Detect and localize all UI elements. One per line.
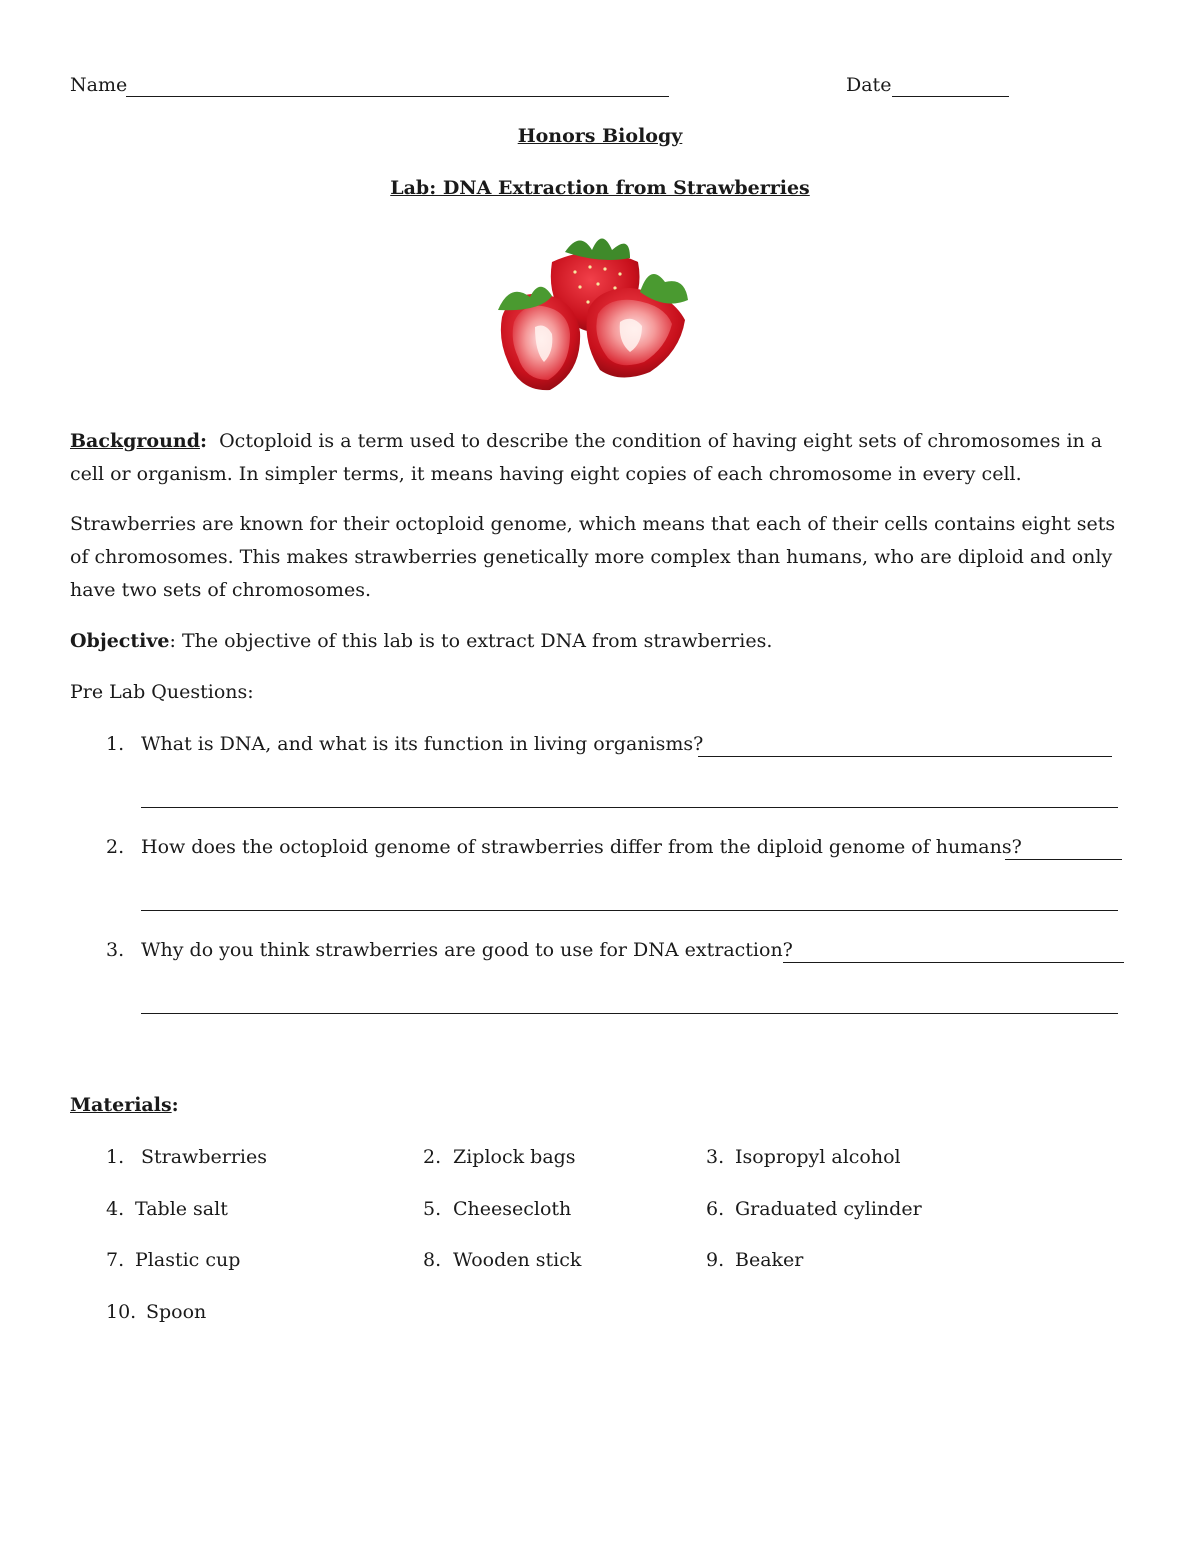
material-item xyxy=(423,1146,576,1168)
material-item xyxy=(706,1146,901,1168)
materials-heading xyxy=(70,1096,179,1115)
background-text-2: Strawberries are known for their octoploid genome, which means that each of their cells contains eight sets of chromosomes. This makes strawberries genetically more complex than humans, who are diploid and only have two sets of chromosomes. xyxy=(70,513,1116,601)
answer-line[interactable] xyxy=(141,910,1118,911)
material-item xyxy=(106,1301,206,1323)
question-number: 1. xyxy=(106,733,125,755)
material-number: 6. xyxy=(706,1198,725,1220)
answer-line[interactable] xyxy=(1005,859,1122,860)
material-name: Strawberries xyxy=(141,1146,267,1168)
material-number: 5. xyxy=(423,1198,442,1220)
materials-colon: : xyxy=(171,1094,179,1116)
material-number: 1. xyxy=(106,1146,125,1168)
material-number: 10. xyxy=(106,1301,137,1323)
material-number: 3. xyxy=(706,1146,725,1168)
question-number: 2. xyxy=(106,836,125,858)
lab-title: Lab: DNA Extraction from Strawberries xyxy=(390,177,810,199)
material-item xyxy=(106,1198,228,1220)
material-item xyxy=(423,1249,581,1271)
question-number: 3. xyxy=(106,939,125,961)
material-name: Wooden stick xyxy=(453,1249,582,1271)
date-label: Date xyxy=(846,74,892,96)
material-number: 8. xyxy=(423,1249,442,1271)
answer-line[interactable] xyxy=(783,962,1124,963)
name-label: Name xyxy=(70,74,128,96)
date-field[interactable] xyxy=(892,96,1009,97)
material-item xyxy=(423,1198,571,1220)
material-name: Spoon xyxy=(146,1301,207,1323)
material-number: 4. xyxy=(106,1198,125,1220)
name-field[interactable] xyxy=(126,96,669,97)
material-name: Graduated cylinder xyxy=(735,1198,922,1220)
question-text: What is DNA, and what is its function in living organisms? xyxy=(141,733,704,755)
strawberries-image xyxy=(480,222,700,397)
background-colon: : xyxy=(200,430,208,452)
material-item xyxy=(706,1198,922,1220)
material-name: Beaker xyxy=(735,1249,804,1271)
objective-label: Objective xyxy=(70,630,170,652)
material-item xyxy=(106,1249,240,1271)
material-name: Isopropyl alcohol xyxy=(735,1146,901,1168)
material-name: Table salt xyxy=(135,1198,228,1220)
material-number: 9. xyxy=(706,1249,725,1271)
material-number: 2. xyxy=(423,1146,442,1168)
material-name: Plastic cup xyxy=(135,1249,241,1271)
background-paragraph xyxy=(70,425,1130,491)
answer-line[interactable] xyxy=(698,756,1112,757)
objective-text: : The objective of this lab is to extract DNA from strawberries. xyxy=(169,630,773,652)
background-label: Background xyxy=(70,430,200,452)
material-name: Ziplock bags xyxy=(453,1146,576,1168)
question-text: Why do you think strawberries are good to use for DNA extraction? xyxy=(141,939,793,961)
material-item xyxy=(106,1146,267,1168)
prelab-heading: Pre Lab Questions: xyxy=(70,681,254,703)
course-title: Honors Biology xyxy=(517,125,683,147)
materials-label: Materials xyxy=(70,1094,172,1116)
background-text-1: Octoploid is a term used to describe the condition of having eight sets of chromosomes in a cell or organism. In simpler terms, it means having eight copies of each chromosome in every cell. xyxy=(70,430,1103,485)
answer-line[interactable] xyxy=(141,1013,1118,1014)
answer-line[interactable] xyxy=(141,807,1118,808)
material-name: Cheesecloth xyxy=(453,1198,572,1220)
material-item xyxy=(706,1249,803,1271)
question-text: How does the octoploid genome of strawberries differ from the diploid genome of humans? xyxy=(141,836,1022,858)
objective-paragraph xyxy=(70,625,1130,658)
material-number: 7. xyxy=(106,1249,125,1271)
